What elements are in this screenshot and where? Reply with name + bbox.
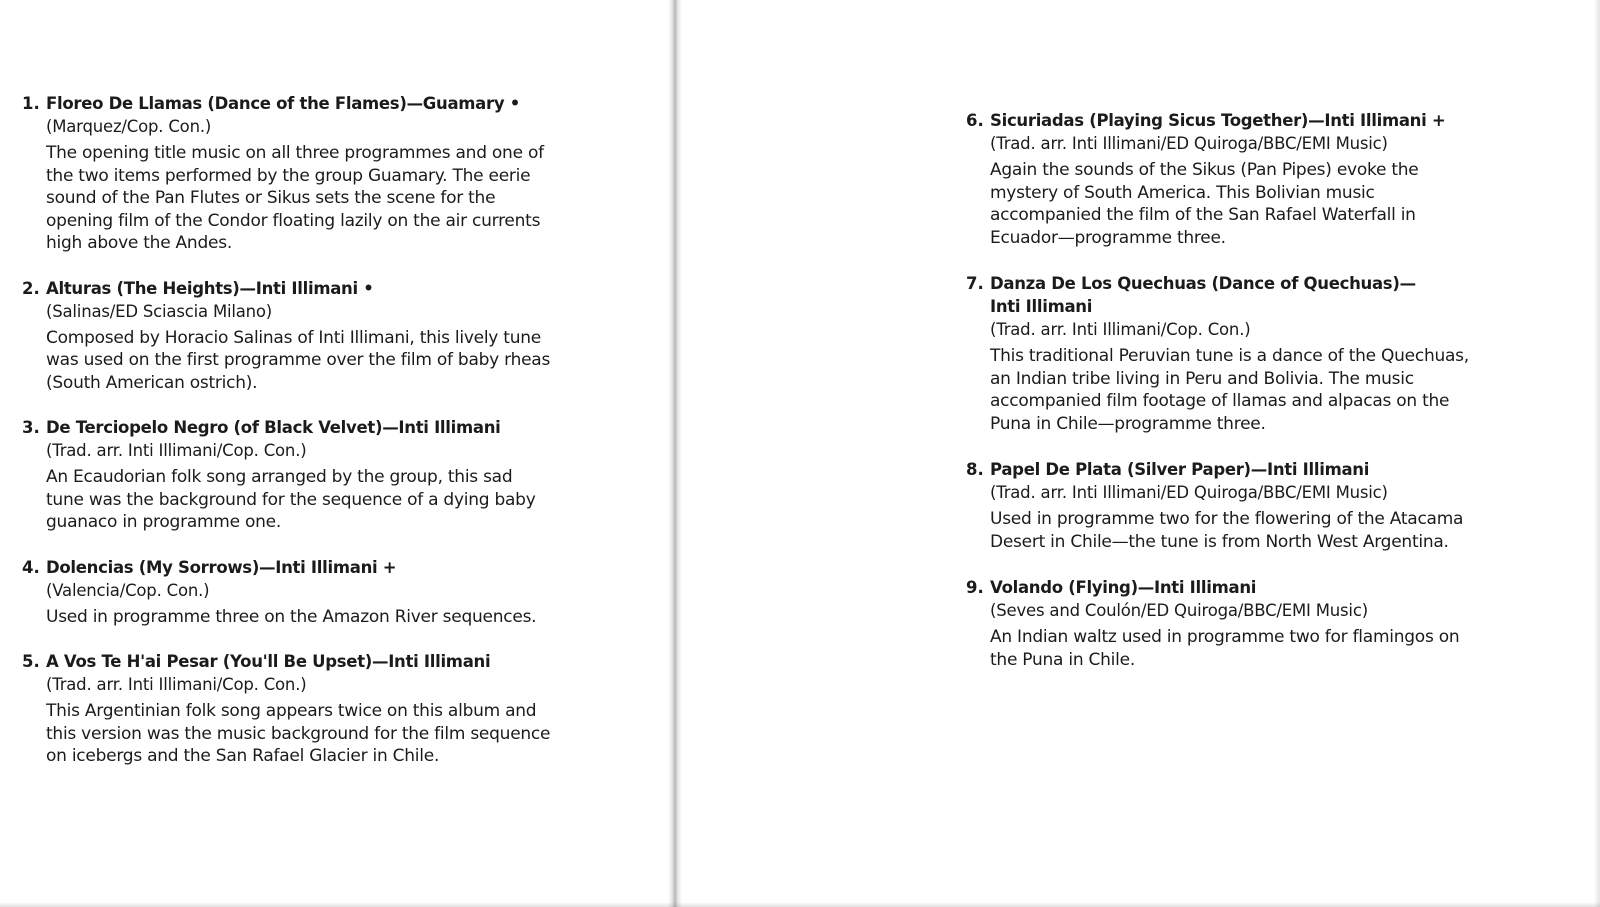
track-description: Used in programme three on the Amazon River sequences. xyxy=(46,606,537,627)
track-credit: (Trad. arr. Inti Illimani/Cop. Con.) xyxy=(46,675,307,694)
track-description: Again the sounds of the Sikus (Pan Pipes) evoke the mystery of South America. This Bolivian music accompanied the film of the San Rafael Waterfall in Ecuador—programme three. xyxy=(990,160,1419,248)
track-credit: (Trad. arr. Inti Illimani/ED Quiroga/BBC/EMI Music) xyxy=(990,483,1388,502)
track-number: 3. xyxy=(22,418,40,437)
track-credit: (Trad. arr. Inti Illimani/ED Quiroga/BBC/EMI Music) xyxy=(990,134,1388,153)
track-number: 2. xyxy=(22,278,40,298)
track-8 xyxy=(966,458,1486,553)
track-2 xyxy=(22,277,552,395)
track-title: A Vos Te H'ai Pesar (You'll Be Upset)—Inti Illimani xyxy=(46,652,491,671)
left-page xyxy=(22,92,552,768)
track-description: Used in programme two for the flowering of the Atacama Desert in Chile—the tune is from North West Argentina. xyxy=(990,509,1464,552)
track-4 xyxy=(22,556,552,629)
track-description: An Indian waltz used in programme two for flamingos on the Puna in Chile. xyxy=(990,627,1460,670)
track-credit: (Seves and Coulón/ED Quiroga/BBC/EMI Music) xyxy=(990,601,1368,620)
track-description: The opening title music on all three programmes and one of the two items performed by the group Guamary. The eerie sound of the Pan Flutes or Sikus sets the scene for the opening film of the Condor floating lazily on the air currents high above the Andes. xyxy=(46,143,544,253)
track-credit: (Salinas/ED Sciascia Milano) xyxy=(46,301,273,321)
track-credit: (Valencia/Cop. Con.) xyxy=(46,580,210,600)
page-right-edge xyxy=(1594,0,1600,907)
track-title: Floreo De Llamas (Dance of the Flames)—Guamary • xyxy=(46,94,521,113)
track-title: Danza De Los Quechuas (Dance of Quechuas)— Inti Illimani xyxy=(990,274,1416,316)
track-number: 7. xyxy=(966,274,984,293)
page-fold xyxy=(668,0,682,907)
track-title: Sicuriadas (Playing Sicus Together)—Inti Illimani + xyxy=(990,111,1446,130)
track-description: Composed by Horacio Salinas of Inti Illimani, this lively tune was used on the first programme over the film of baby rheas (South American ostrich). xyxy=(46,327,551,393)
track-title: Dolencias (My Sorrows)—Inti Illimani + xyxy=(46,557,397,577)
right-page xyxy=(966,109,1486,671)
track-description: This Argentinian folk song appears twice on this album and this version was the music background for the film sequence on icebergs and the San Rafael Glacier in Chile. xyxy=(46,701,551,766)
track-credit: (Marquez/Cop. Con.) xyxy=(46,117,212,136)
track-title: Volando (Flying)—Inti Illimani xyxy=(990,578,1257,597)
track-3 xyxy=(22,416,552,534)
track-number: 6. xyxy=(966,111,984,130)
track-6 xyxy=(966,109,1486,249)
track-description: This traditional Peruvian tune is a dance of the Quechuas, an Indian tribe living in Peru and Bolivia. The music accompanied film footage of llamas and alpacas on the Puna in Chile—programme three. xyxy=(990,346,1469,434)
track-number: 8. xyxy=(966,460,984,479)
track-number: 5. xyxy=(22,652,40,671)
track-credit: (Trad. arr. Inti Illimani/Cop. Con.) xyxy=(46,441,307,460)
track-credit: (Trad. arr. Inti Illimani/Cop. Con.) xyxy=(990,320,1251,339)
track-number: 9. xyxy=(966,578,984,597)
track-9 xyxy=(966,576,1486,671)
track-number: 4. xyxy=(22,557,40,577)
track-5 xyxy=(22,650,552,768)
track-number: 1. xyxy=(22,94,40,113)
page-bottom-edge xyxy=(0,902,1600,907)
track-title: De Terciopelo Negro (of Black Velvet)—Inti Illimani xyxy=(46,418,501,437)
track-1 xyxy=(22,92,552,255)
track-title: Alturas (The Heights)—Inti Illimani • xyxy=(46,278,374,298)
track-7 xyxy=(966,272,1486,435)
track-title: Papel De Plata (Silver Paper)—Inti Illimani xyxy=(990,460,1370,479)
track-description: An Ecaudorian folk song arranged by the group, this sad tune was the background for the sequence of a dying baby guanaco in programme one. xyxy=(46,467,536,532)
